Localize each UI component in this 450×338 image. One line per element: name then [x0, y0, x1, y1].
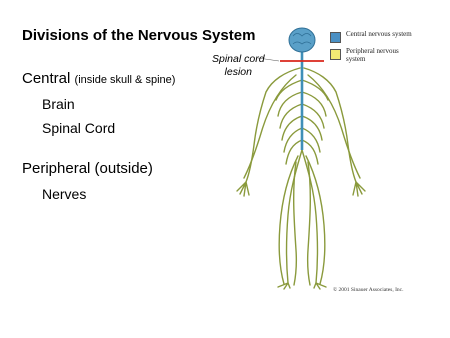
legend-item-pns	[330, 47, 422, 63]
legend-label-pns: Peripheral nervous system	[346, 47, 399, 63]
peripheral-heading: Peripheral (outside)	[22, 160, 153, 177]
legend-item-cns	[330, 30, 422, 43]
pns-swatch-icon	[330, 49, 341, 60]
copyright-credit: © 2001 Sinauer Associates, Inc.	[333, 287, 404, 293]
lesion-label	[212, 53, 265, 79]
central-note: (inside skull & spine)	[74, 74, 176, 86]
central-label: Central	[22, 70, 71, 87]
brain-shape	[289, 28, 315, 52]
brain-item: Brain	[42, 96, 75, 112]
cns-swatch-icon	[330, 32, 341, 43]
lesion-line-1: Spinal cord	[212, 53, 265, 65]
legend	[330, 30, 422, 67]
nerves-item: Nerves	[42, 186, 87, 202]
legend-label-cns: Central nervous system	[346, 30, 412, 38]
slide-title: Divisions of the Nervous System	[22, 27, 256, 44]
spinal-cord-item: Spinal Cord	[42, 120, 116, 136]
lesion-line-2: lesion	[224, 66, 252, 78]
